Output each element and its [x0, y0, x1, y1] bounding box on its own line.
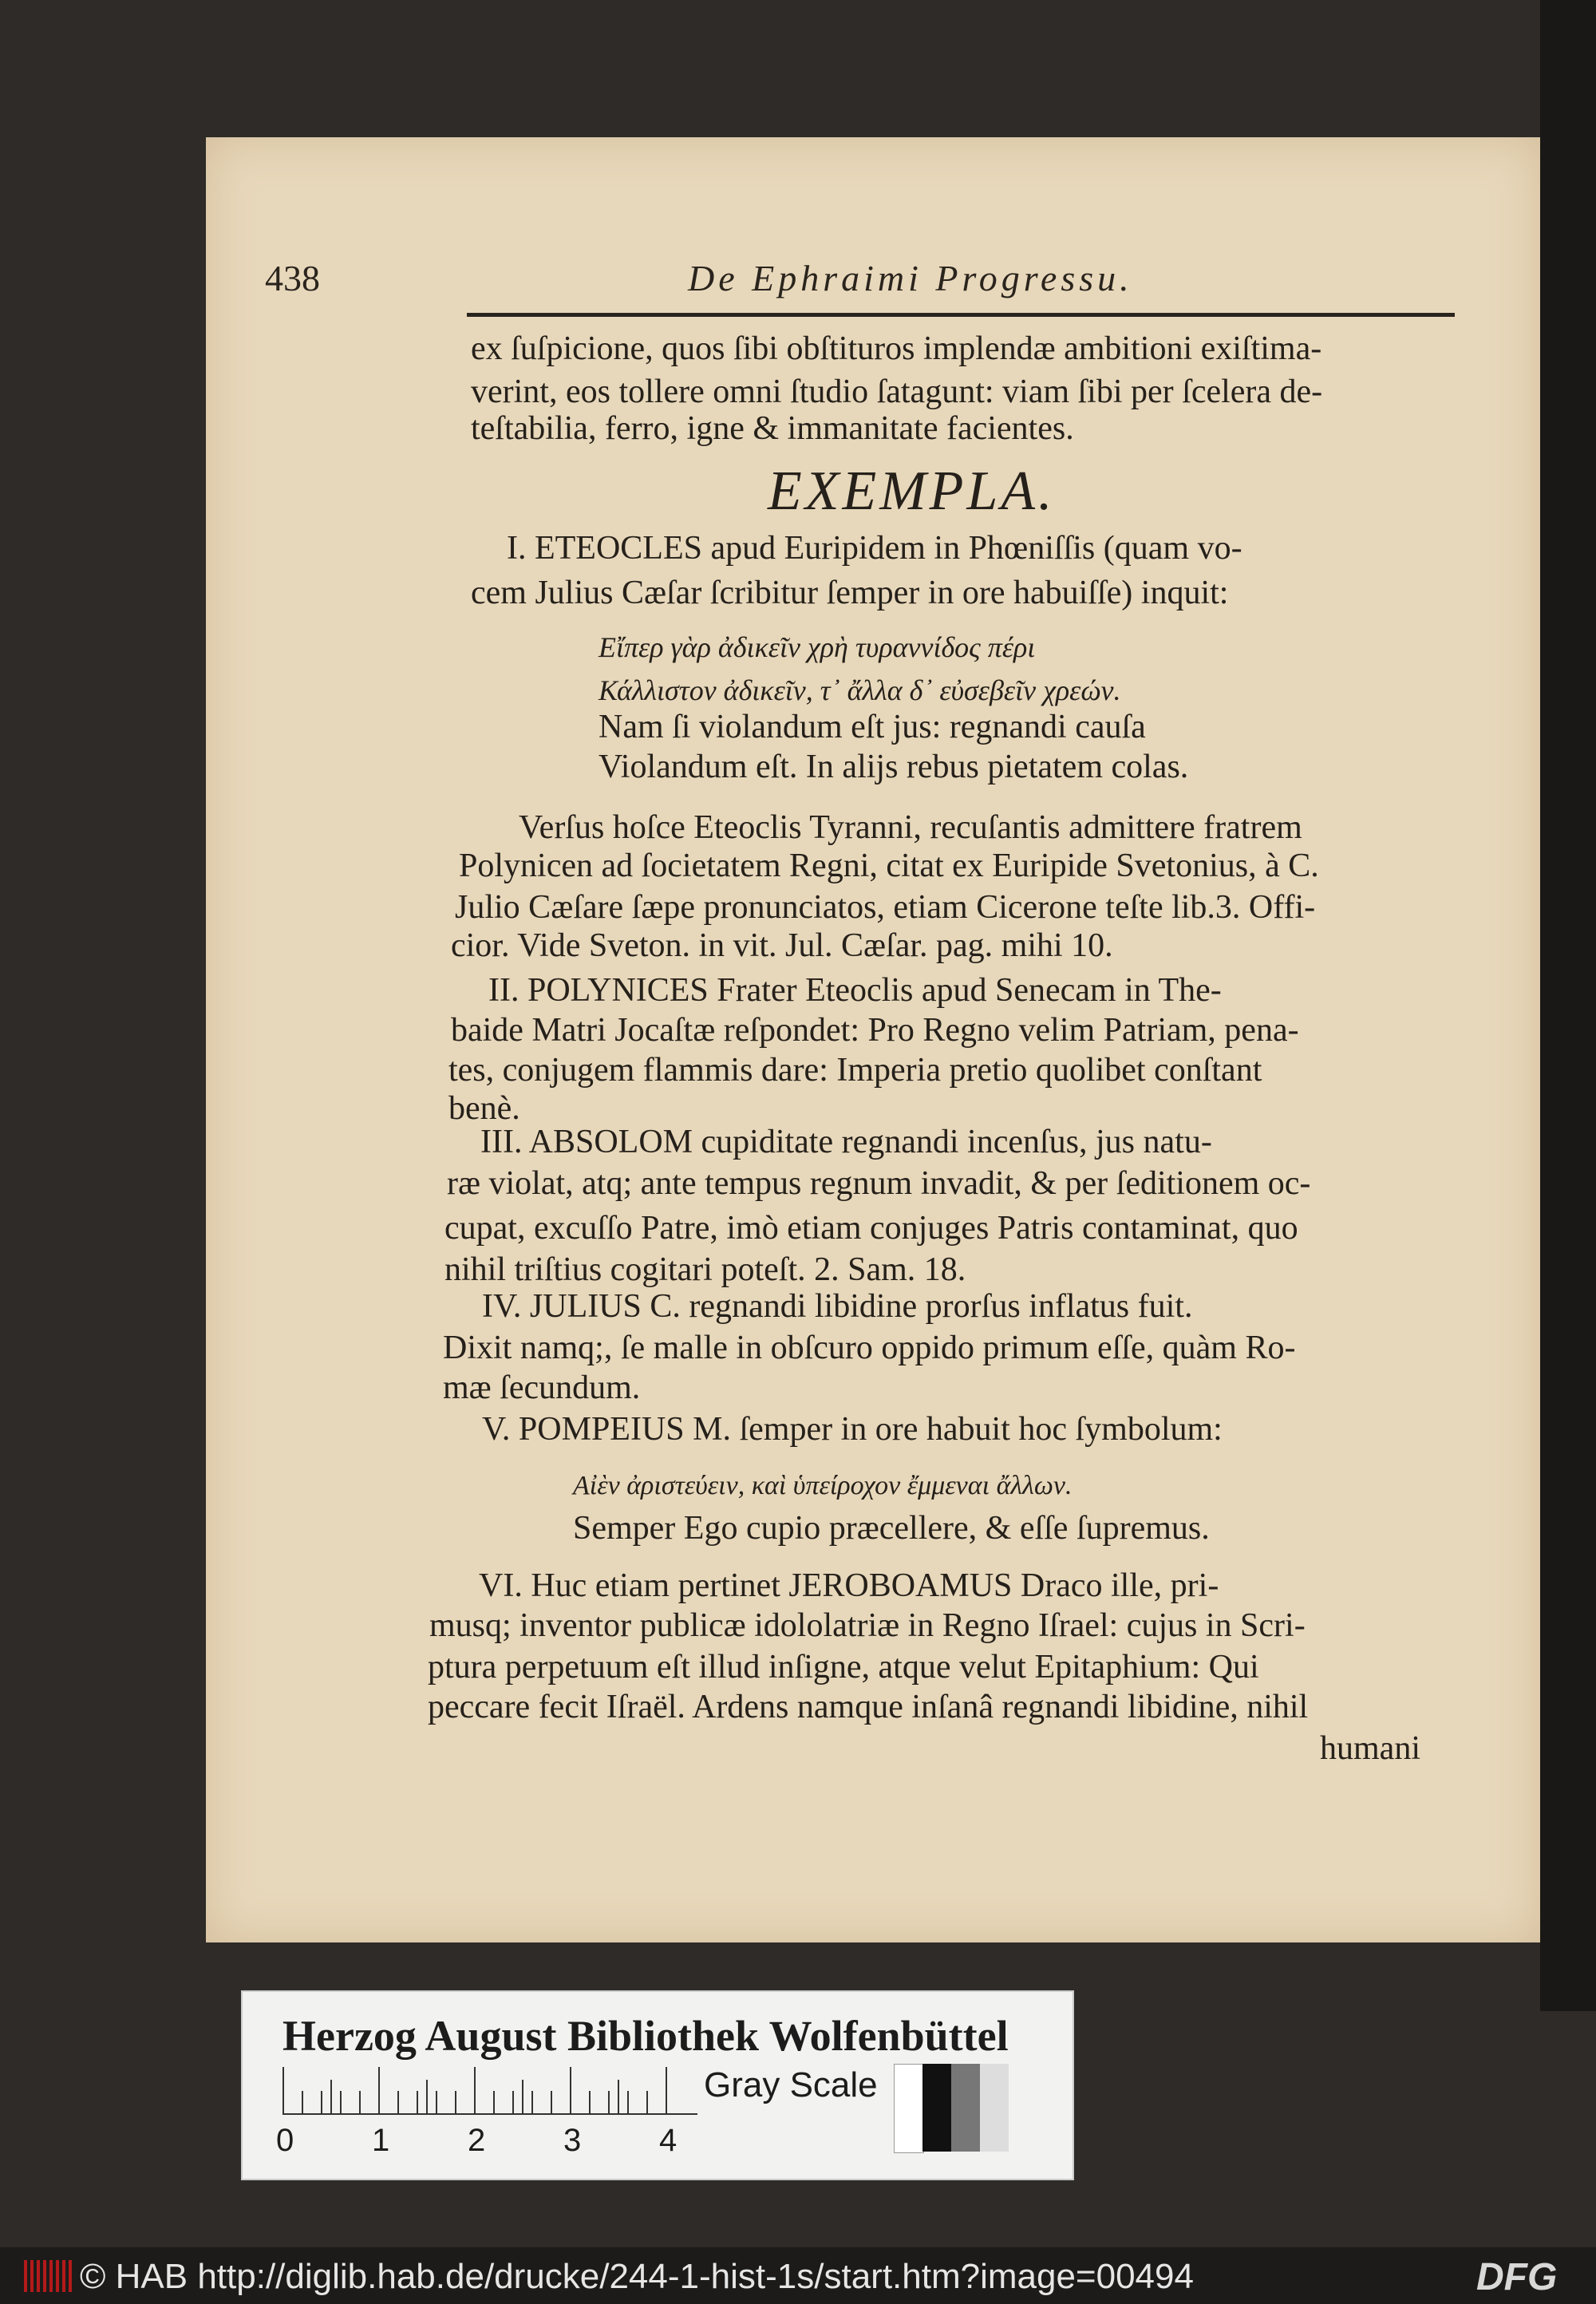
gray-swatch-black: [922, 2064, 951, 2152]
greek-verse: Αἰὲν ἀριστεύειν, καὶ ὑπείροχον ἔμμεναι ἄλλων.: [573, 1471, 1073, 1500]
example-line: mæ ſecundum.: [443, 1369, 641, 1406]
intro-line: verint, eos tollere omni ſtudio ſatagunt: viam ſibi per ſcelera de-: [471, 373, 1323, 410]
example-line: cupat, excuſſo Patre, imò etiam conjuges Patris contaminat, quo: [444, 1210, 1298, 1247]
page-number: 438: [265, 258, 320, 298]
header-rule: [467, 313, 1455, 317]
example-line: V. POMPEIUS M. ſemper in ore habuit hoc ſymbolum:: [482, 1411, 1223, 1448]
latin-verse: Semper Ego cupio præcellere, & eſſe ſupremus.: [573, 1510, 1210, 1547]
greek-verse: Εἴπερ γὰρ ἀδικεῖν χρὴ τυραννίδος πέρι: [598, 631, 1036, 663]
catchword: humani: [1320, 1730, 1420, 1767]
example-line: ræ violat, atq; ante tempus regnum invadit, & per ſeditionem oc-: [447, 1165, 1311, 1202]
gray-swatch-white: [894, 2064, 924, 2153]
example-line: musq; inventor publicæ idololatriæ in Regno Iſrael: cujus in Scri-: [429, 1607, 1306, 1644]
example-line: IV. JULIUS C. regnandi libidine prorſus inflatus fuit.: [482, 1288, 1193, 1325]
example-line: peccare fecit Iſraël. Ardens namque inſanâ regnandi libidine, nihil: [428, 1689, 1309, 1725]
latin-verse: Nam ſi violandum eſt jus: regnandi cauſa: [598, 709, 1146, 745]
scan-background: [1540, 0, 1596, 2011]
library-name: Herzog August Bibliothek Wolfenbüttel: [282, 2012, 1009, 2060]
greek-verse: Κάλλιστον ἀδικεῖν, τ᾽ ἄλλα δ᾽ εὐσεβεῖν χρεών.: [598, 674, 1121, 706]
copyright-url: © HAB http://diglib.hab.de/drucke/244-1-hist-1s/start.htm?image=00494: [80, 2257, 1194, 2296]
example-line: III. ABSOLOM cupiditate regnandi incenſus, jus natu-: [480, 1124, 1212, 1160]
intro-line: teſtabilia, ferro, igne & immanitate facientes.: [471, 410, 1074, 447]
intro-line: ex ſuſpicione, quos ſibi obſtituros implendæ ambitioni exiſtima-: [471, 330, 1322, 367]
example-line: VI. Huc etiam pertinet JEROBOAMUS Draco ille, pri-: [479, 1567, 1219, 1604]
example-line: Dixit namq;, ſe malle in obſcuro oppido primum eſſe, quàm Ro-: [443, 1330, 1296, 1366]
ruler-number: 2: [468, 2123, 486, 2158]
barcode-icon: [24, 2260, 72, 2292]
ruler-number: 0: [276, 2123, 294, 2158]
gray-scale-label: Gray Scale: [704, 2065, 878, 2104]
example-line: cem Julius Cæſar ſcribitur ſemper in ore habuiſſe) inquit:: [471, 575, 1229, 611]
ruler: [282, 2067, 697, 2115]
example-line: II. POLYNICES Frater Eteoclis apud Senecam in The-: [488, 972, 1222, 1009]
color-calibration-card: [241, 1990, 1074, 2180]
ruler-number: 4: [659, 2123, 678, 2158]
example-line: nihil triſtius cogitari poteſt. 2. Sam. 18.: [444, 1251, 966, 1288]
example-line: tes, conjugem flammis dare: Imperia pretio quolibet conſtant: [448, 1052, 1262, 1089]
section-heading: EXEMPLA.: [768, 460, 1056, 522]
dfg-logo: DFG: [1476, 2256, 1558, 2298]
commentary-line: Julio Cæſare ſæpe pronunciatos, etiam Cicerone teſte lib.3. Offi-: [455, 889, 1316, 926]
latin-verse: Violandum eſt. In alijs rebus pietatem colas.: [598, 749, 1189, 785]
ruler-number: 3: [563, 2123, 582, 2158]
gray-swatch-light: [980, 2064, 1009, 2152]
ruler-number: 1: [372, 2123, 390, 2158]
gray-swatch-mid: [951, 2064, 980, 2152]
running-head: [265, 257, 1462, 305]
example-line: baide Matri Jocaſtæ reſpondet: Pro Regno velim Patriam, pena-: [451, 1012, 1299, 1049]
example-line: ptura perpetuum eſt illud inſigne, atque velut Epitaphium: Qui: [428, 1649, 1259, 1686]
commentary-line: Verſus hoſce Eteoclis Tyranni, recuſantis admittere fratrem: [519, 809, 1302, 846]
example-line: benè.: [448, 1090, 520, 1127]
commentary-line: Polynicen ad ſocietatem Regni, citat ex Euripide Svetonius, à C.: [459, 848, 1319, 884]
commentary-line: cior. Vide Sveton. in vit. Jul. Cæſar. pag. mihi 10.: [451, 927, 1113, 964]
running-title: De Ephraimi Progressu.: [688, 258, 1133, 298]
example-line: I. ETEOCLES apud Euripidem in Phœniſſis (quam vo-: [507, 530, 1242, 567]
